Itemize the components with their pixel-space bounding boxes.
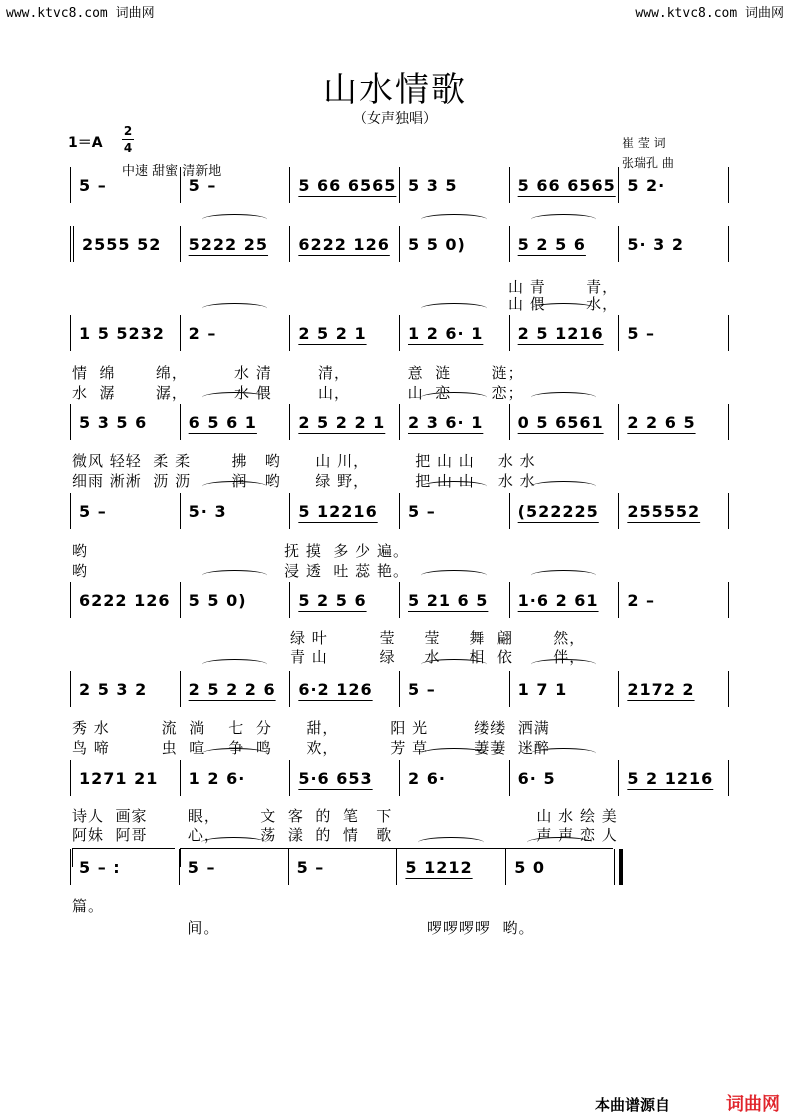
slur xyxy=(531,303,597,314)
measure xyxy=(289,493,399,529)
measure xyxy=(289,760,399,796)
measure-notes: 1 5 5232 xyxy=(79,323,165,343)
measure-notes: 5· 3 2 xyxy=(627,234,684,254)
slur xyxy=(421,303,487,314)
source-label: 本曲谱源自 xyxy=(594,1096,670,1114)
measure xyxy=(509,582,619,618)
slur xyxy=(531,481,597,492)
lyric-line: 细雨 淅淅 沥 沥 润 哟 绿 野， 把 山 山 水 水 xyxy=(72,472,536,490)
measure-notes: 5 12216 xyxy=(298,501,378,521)
measure xyxy=(289,167,399,203)
measure xyxy=(618,493,728,529)
measure-notes: 255552 xyxy=(627,501,701,521)
measure xyxy=(618,226,728,262)
measure-notes: 2 5 1216 xyxy=(517,323,604,343)
measure xyxy=(399,493,509,529)
slur xyxy=(531,570,597,581)
measure-notes: 5 2· xyxy=(627,175,666,195)
measure-notes: 1 7 1 xyxy=(517,679,568,699)
slur xyxy=(202,214,268,225)
measure-notes: 2 5 2 2 6 xyxy=(188,679,276,699)
measure xyxy=(70,671,180,707)
measure xyxy=(509,404,619,440)
measure-notes: 5 21 6 5 xyxy=(408,590,489,610)
slur xyxy=(202,570,268,581)
lyricist-credit: 崔 莹 词 xyxy=(622,136,666,150)
barline xyxy=(728,493,729,529)
measure-notes: 6222 126 xyxy=(79,590,171,610)
lyric-line: 青 山 绿 水 相 依 伴， xyxy=(290,648,586,666)
measure xyxy=(509,671,619,707)
measure-notes: 5 2 5 6 xyxy=(298,590,367,610)
measure xyxy=(180,167,290,203)
measure-notes: 5 – xyxy=(188,175,217,195)
measure xyxy=(618,315,728,351)
measure-notes: 5 – xyxy=(296,857,325,877)
song-subtitle: （女声独唱） xyxy=(353,111,437,127)
measure xyxy=(618,760,728,796)
lyric-line: 水 潺 潺， 水 偎 山， 山 恋 恋； xyxy=(72,384,524,402)
measure-notes: 6· 5 xyxy=(517,768,556,788)
measure xyxy=(399,582,509,618)
measure-notes: 2 3 6· 1 xyxy=(408,412,484,432)
lyric-line: 阿妹 阿哥 心， 荡 漾 的 情 歌 声 声 恋 人 xyxy=(72,826,618,844)
measure xyxy=(70,760,180,796)
measure-notes: 2 – xyxy=(627,590,656,610)
measure-notes: 2 2 6 5 xyxy=(627,412,696,432)
lyric-line: 秀 水 流 淌 七 分 甜， 阳 光 缕缕 洒满 xyxy=(72,719,550,737)
measure-notes: 5 – : xyxy=(79,857,121,877)
time-signature-bottom: 4 xyxy=(123,141,133,155)
song-title: 山水情歌 xyxy=(323,70,467,110)
measure xyxy=(399,671,509,707)
measure xyxy=(399,404,509,440)
measure-notes: 2 – xyxy=(188,323,217,343)
barline xyxy=(728,671,729,707)
measure xyxy=(289,315,399,351)
slur xyxy=(421,659,487,670)
measure-notes: 1 2 6· 1 xyxy=(408,323,484,343)
slur xyxy=(421,392,487,403)
measure xyxy=(180,404,290,440)
measure xyxy=(180,226,290,262)
measure-notes: 5 2 1216 xyxy=(627,768,714,788)
measure-notes: 1 2 6· xyxy=(188,768,246,788)
measure-notes: (522225 xyxy=(517,501,599,521)
measure xyxy=(70,582,180,618)
lyric-line: 篇。 xyxy=(72,897,105,915)
measure-notes: 6·2 126 xyxy=(298,679,373,699)
barline xyxy=(728,404,729,440)
measure-notes: 5 66 6565 xyxy=(517,175,616,195)
watermark-left: www.ktvc8.com 词曲网 xyxy=(6,6,155,21)
measure xyxy=(399,760,509,796)
slur xyxy=(531,748,597,759)
measure xyxy=(618,404,728,440)
measure-notes: 5 – xyxy=(408,679,436,699)
measure-notes: 5 5 0) xyxy=(408,234,466,254)
measure-notes: 6222 126 xyxy=(298,234,390,254)
tempo-marking: 中速 甜蜜 清新地 xyxy=(122,164,222,179)
time-signature-top: 2 xyxy=(123,124,133,138)
volta-bracket xyxy=(180,848,613,867)
slur xyxy=(531,392,597,403)
measure xyxy=(70,226,180,262)
barline xyxy=(728,760,729,796)
slur xyxy=(527,837,592,848)
lyric-line: 诗人 画家 眼， 文 客 的 笔 下 山 水 绘 美 xyxy=(72,807,618,825)
measure xyxy=(180,582,290,618)
measure-notes: 2555 52 xyxy=(82,234,162,254)
lyric-line: 微风 轻轻 柔 柔 拂 哟 山 川， 把 山 山 水 水 xyxy=(72,452,536,470)
measure-notes: 5 – xyxy=(79,501,107,521)
measure-notes: 2 5 2 1 xyxy=(298,323,367,343)
measure-notes: 5 – xyxy=(79,175,107,195)
lyric-line: 山 偎 水， xyxy=(508,295,619,313)
measure xyxy=(70,167,180,203)
measure xyxy=(618,671,728,707)
measure-notes: 5· 3 xyxy=(188,501,227,521)
measure-notes: 5 3 5 6 xyxy=(79,412,148,432)
measure-notes: 1271 21 xyxy=(79,768,159,788)
measure-notes: 1·6 2 61 xyxy=(517,590,599,610)
measure xyxy=(180,671,290,707)
site-logo: 词曲网 xyxy=(726,1094,780,1115)
lyric-line: 鸟 啼 虫 喧 争 鸣 欢， 芳 草 萋萋 迷醉 xyxy=(72,739,550,757)
slur xyxy=(202,303,268,314)
measure xyxy=(509,493,619,529)
slur xyxy=(531,214,597,225)
measure-notes: 5222 25 xyxy=(188,234,269,254)
measure-notes: 2 6· xyxy=(408,768,446,788)
measure-notes: 5 3 5 xyxy=(408,175,458,195)
measure-notes: 5 0 xyxy=(514,857,546,877)
slur xyxy=(421,214,487,225)
measure-notes: 5 5 0) xyxy=(188,590,247,610)
measure xyxy=(180,493,290,529)
measure xyxy=(70,315,180,351)
measure xyxy=(509,167,619,203)
measure xyxy=(399,167,509,203)
measure xyxy=(399,315,509,351)
measure-notes: 5 – xyxy=(408,501,436,521)
lyric-line: 哟 抚 摸 多 少 遍。 xyxy=(72,542,409,560)
measure xyxy=(180,760,290,796)
measure xyxy=(180,315,290,351)
volta-bracket xyxy=(72,848,175,867)
barline xyxy=(728,167,729,203)
measure xyxy=(399,226,509,262)
measure-notes: 5 66 6565 xyxy=(298,175,397,195)
slur xyxy=(421,748,487,759)
barline xyxy=(728,315,729,351)
barline xyxy=(614,849,623,885)
slur xyxy=(202,748,268,759)
slur xyxy=(201,837,266,848)
measure xyxy=(618,167,728,203)
measure xyxy=(289,404,399,440)
lyric-line: 间。 啰啰啰啰 哟。 xyxy=(72,919,535,937)
slur xyxy=(531,659,597,670)
measure-notes: 0 5 6561 xyxy=(517,412,604,432)
time-signature-bar xyxy=(122,139,134,140)
measure-notes: 5 1212 xyxy=(405,857,473,877)
measure-notes: 5 – xyxy=(187,857,216,877)
measure xyxy=(289,226,399,262)
measure xyxy=(70,493,180,529)
measure xyxy=(289,582,399,618)
slur xyxy=(202,392,268,403)
measure xyxy=(289,671,399,707)
composer-credit: 张瑞孔 曲 xyxy=(622,156,674,170)
key-signature: 1＝A xyxy=(68,135,103,151)
slur xyxy=(202,481,268,492)
measure-notes: 2172 2 xyxy=(627,679,695,699)
measure xyxy=(618,582,728,618)
measure xyxy=(70,404,180,440)
measure xyxy=(509,315,619,351)
measure-notes: 5 2 5 6 xyxy=(517,234,586,254)
slur xyxy=(421,481,487,492)
measure-notes: 5·6 653 xyxy=(298,768,373,788)
measure-notes: 2 5 2 2 1 xyxy=(298,412,386,432)
barline xyxy=(728,582,729,618)
measure xyxy=(509,226,619,262)
lyric-line: 哟 浸 透 吐 蕊 艳。 xyxy=(72,562,409,580)
watermark-right: www.ktvc8.com 词曲网 xyxy=(635,6,784,21)
slur xyxy=(418,837,483,848)
barline xyxy=(728,226,729,262)
slur xyxy=(202,659,268,670)
measure-notes: 6 5 6 1 xyxy=(188,412,257,432)
lyric-line: 山 青 青， xyxy=(508,278,619,296)
measure-notes: 2 5 3 2 xyxy=(79,679,148,699)
measure-notes: 5 – xyxy=(627,323,656,343)
time-signature xyxy=(122,124,134,155)
lyric-line: 情 绵 绵， 水 清 清， 意 涟 涟； xyxy=(72,364,524,382)
lyric-line: 绿 叶 莹 莹 舞 翩 然， xyxy=(290,629,586,647)
slur xyxy=(421,570,487,581)
measure xyxy=(509,760,619,796)
